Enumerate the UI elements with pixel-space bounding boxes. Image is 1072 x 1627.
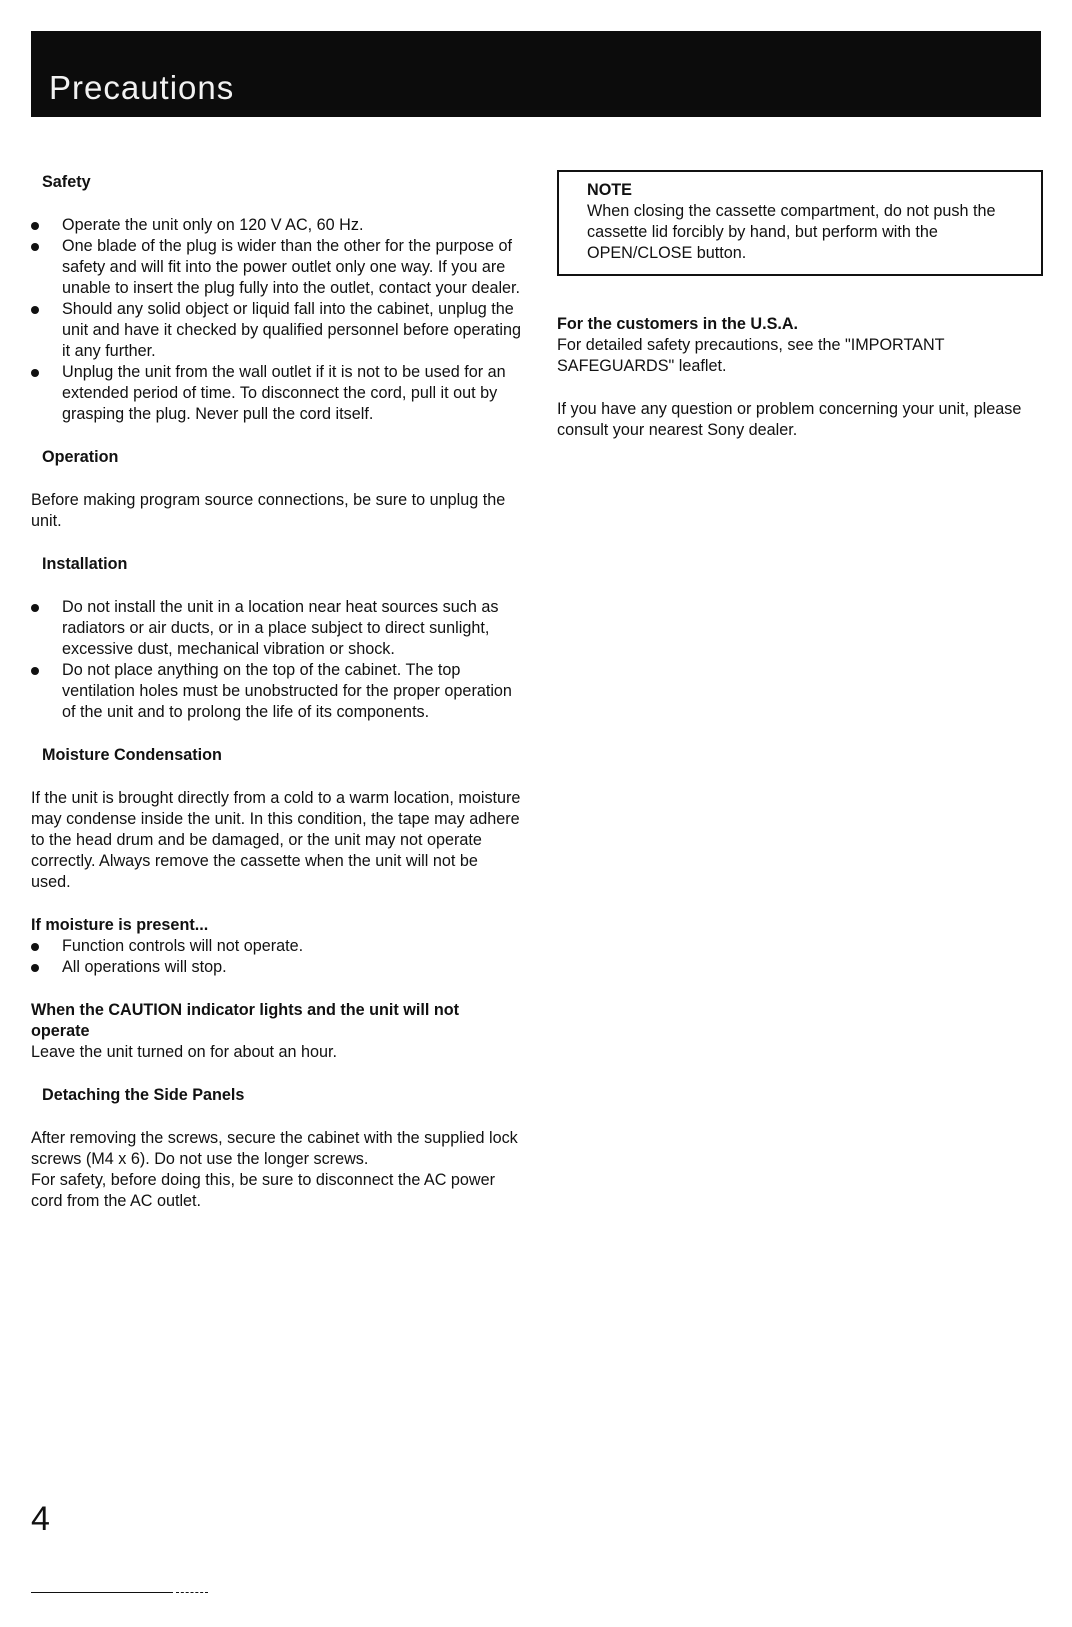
footer-rule-dashed bbox=[176, 1592, 208, 1593]
note-heading: NOTE bbox=[587, 181, 632, 199]
moisture-heading: Moisture Condensation bbox=[42, 746, 222, 764]
bullet-icon bbox=[31, 667, 39, 675]
usa-text: For detailed safety precautions, see the "IMPORTANT SAFEGUARDS" leaflet. bbox=[557, 336, 945, 375]
list-item: Should any solid object or liquid fall into the cabinet, unplug the unit and have it checked by qualified personnel before operating it any further. bbox=[31, 299, 521, 362]
operation-text: Before making program source connections, be sure to unplug the unit. bbox=[31, 491, 506, 530]
safety-heading: Safety bbox=[42, 173, 91, 191]
page-number: 4 bbox=[31, 1500, 50, 1538]
moisture-present-heading: If moisture is present... bbox=[31, 916, 209, 934]
bullet-icon bbox=[31, 369, 39, 377]
list-item: All operations will stop. bbox=[31, 957, 521, 978]
installation-heading: Installation bbox=[42, 555, 128, 573]
operation-heading: Operation bbox=[42, 448, 119, 466]
moisture-text: If the unit is brought directly from a cold to a warm location, moisture may condense inside the unit. In this condition, the tape may adhere to the head drum and be damaged, or the unit may not operate correctly. Always remove the cassette when the unit will not be used. bbox=[31, 789, 521, 891]
side-panels-heading: Detaching the Side Panels bbox=[42, 1086, 245, 1104]
list-item: Do not install the unit in a location near heat sources such as radiators or air ducts, or in a place subject to direct sunlight, excessive dust, mechanical vibration or shock. bbox=[31, 597, 521, 660]
list-item: Do not place anything on the top of the cabinet. The top ventilation holes must be unobstructed for the proper operation of the unit and to prolong the life of its components. bbox=[31, 660, 521, 723]
bullet-icon bbox=[31, 604, 39, 612]
installation-list bbox=[31, 597, 521, 723]
bullet-icon bbox=[31, 964, 39, 972]
note-text: When closing the cassette compartment, do not push the cassette lid forcibly by hand, but perform with the OPEN/CLOSE button. bbox=[587, 202, 996, 262]
right-column bbox=[557, 170, 1041, 441]
note-box bbox=[557, 170, 1043, 276]
caution-heading: When the CAUTION indicator lights and the unit will not operate bbox=[31, 1001, 460, 1040]
contact-text: If you have any question or problem concerning your unit, please consult your nearest Sony dealer. bbox=[557, 400, 1022, 439]
caution-text: Leave the unit turned on for about an hour. bbox=[31, 1043, 337, 1061]
list-item: Function controls will not operate. bbox=[31, 936, 521, 957]
page-title: Precautions bbox=[49, 69, 235, 106]
side-panels-safety-text: For safety, before doing this, be sure to disconnect the AC power cord from the AC outlet. bbox=[31, 1171, 495, 1210]
list-item: Unplug the unit from the wall outlet if it is not to be used for an extended period of time. To disconnect the cord, pull it out by grasping the plug. Never pull the cord itself. bbox=[31, 362, 521, 425]
left-column bbox=[31, 172, 521, 1212]
footer-rule bbox=[31, 1592, 173, 1593]
title-banner bbox=[31, 31, 1041, 117]
bullet-icon bbox=[31, 306, 39, 314]
bullet-icon bbox=[31, 222, 39, 230]
bullet-icon bbox=[31, 943, 39, 951]
usa-heading: For the customers in the U.S.A. bbox=[557, 315, 799, 333]
side-panels-text: After removing the screws, secure the cabinet with the supplied lock screws (M4 x 6). Do not use the longer screws. bbox=[31, 1129, 518, 1168]
list-item: One blade of the plug is wider than the other for the purpose of safety and will fit into the power outlet only one way. If you are unable to insert the plug fully into the outlet, contact your dealer. bbox=[31, 236, 521, 299]
list-item: Operate the unit only on 120 V AC, 60 Hz. bbox=[31, 215, 521, 236]
bullet-icon bbox=[31, 243, 39, 251]
safety-list bbox=[31, 215, 521, 425]
moisture-present-list bbox=[31, 936, 521, 978]
